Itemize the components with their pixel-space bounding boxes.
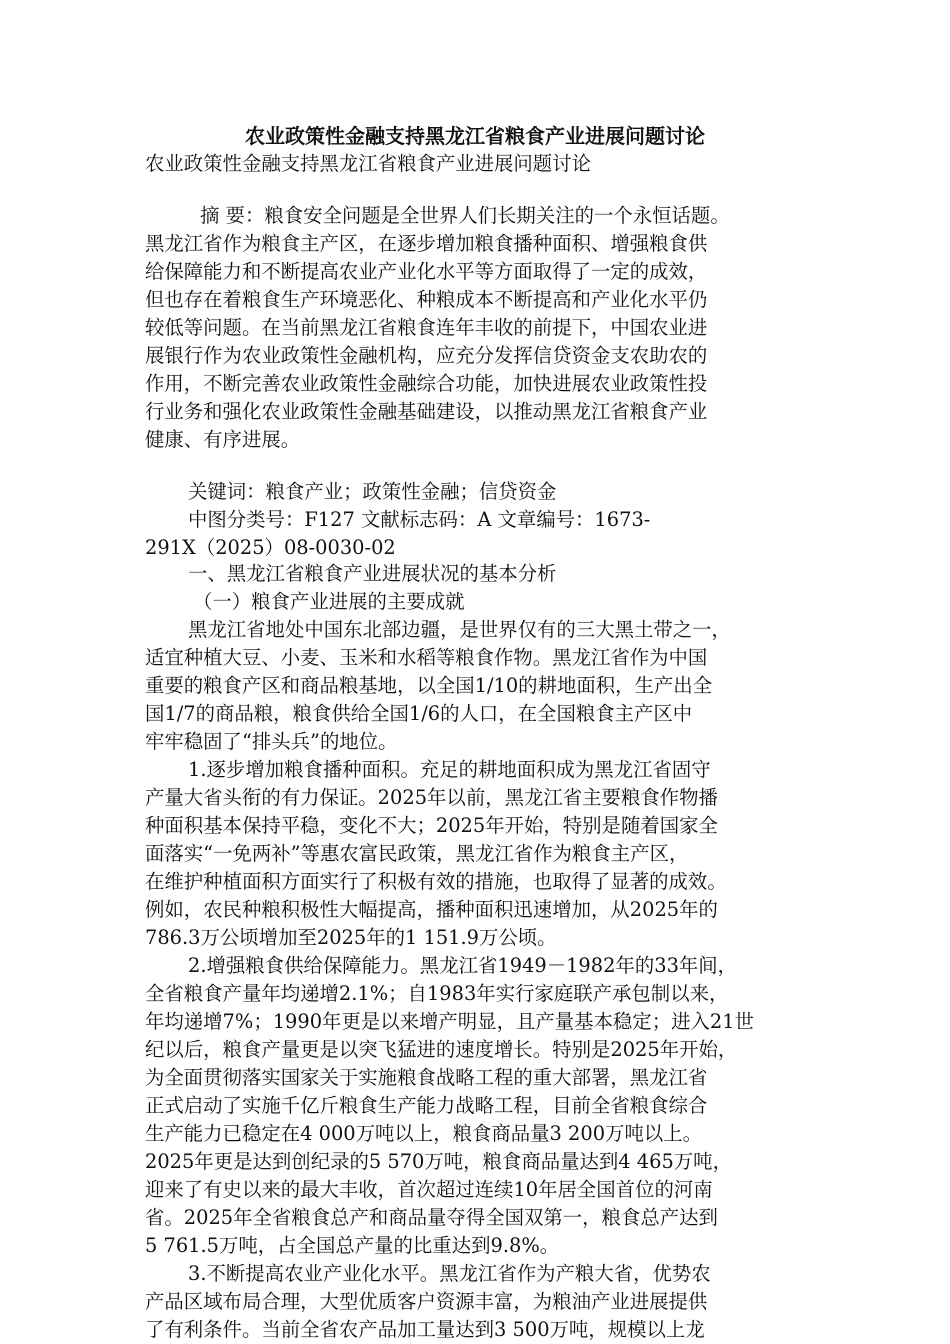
abstract-line: 健康、有序进展。 [145,428,301,451]
paragraph-line: 2025年更是达到创纪录的5 570万吨，粮食商品量达到4 465万吨， [145,1150,732,1173]
paragraph-line: 生产能力已稳定在4 000万吨以上，粮食商品量3 200万吨以上。 [145,1122,703,1145]
paragraph-line: 例如，农民种粮积极性大幅提高，播种面积迅速增加，从2025年的 [145,898,718,921]
abstract-line: 作用，不断完善农业政策性金融综合功能，加快进展农业政策性投 [145,372,708,395]
paragraph-line: 了有利条件。当前全省农产品加工量达到3 500万吨，规模以上龙 [145,1318,705,1341]
document-subtitle: 农业政策性金融支持黑龙江省粮食产业进展问题讨论 [145,152,591,175]
abstract-line: 黑龙江省作为粮食主产区，在逐步增加粮食播种面积、增强粮食供 [145,232,708,255]
paragraph-line: 牢牢稳固了“排头兵”的地位。 [145,730,398,753]
paragraph-line: 适宜种植大豆、小麦、玉米和水稻等粮食作物。黑龙江省作为中国 [145,646,708,669]
paragraph-line: 3.不断提高农业产业化水平。黑龙江省作为产粮大省，优势农 [188,1262,711,1285]
paragraph-line: 786.3万公顷增加至2025年的1 151.9万公顷。 [145,926,557,949]
abstract-line: 但也存在着粮食生产环境恶化、种粮成本不断提高和产业化水平仍 [145,288,708,311]
paragraph-line: 产量大省头衔的有力保证。2025年以前，黑龙江省主要粮食作物播 [145,786,718,809]
paragraph-line: 黑龙江省地处中国东北部边疆，是世界仅有的三大黑土带之一， [188,618,731,641]
paragraph-line: 正式启动了实施千亿斤粮食生产能力战略工程，目前全省粮食综合 [145,1094,708,1117]
paragraph-line: 省。2025年全省粮食总产和商品量夺得全国双第一，粮食总产达到 [145,1206,718,1229]
abstract-line: 给保障能力和不断提高农业产业化水平等方面取得了一定的成效， [145,260,708,283]
keywords: 关键词：粮食产业；政策性金融；信贷资金 [188,480,557,503]
paragraph-line: 2.增强粮食供给保障能力。黑龙江省1949－1982年的33年间， [188,954,738,977]
abstract-line: 较低等问题。在当前黑龙江省粮食连年丰收的前提下，中国农业进 [145,316,708,339]
paragraph-line: 全省粮食产量年均递增2.1%；自1983年实行家庭联产承包制以来， [145,982,729,1005]
abstract-line: 行业务和强化农业政策性金融基础建设，以推动黑龙江省粮食产业 [145,400,708,423]
abstract-line: 展银行作为农业政策性金融机构，应充分发挥信贷资金支农助农的 [145,344,708,367]
document-title: 农业政策性金融支持黑龙江省粮食产业进展问题讨论 [245,124,705,148]
classification-line: 中图分类号：F127 文献标志码：A 文章编号：1673- [188,508,651,531]
paragraph-line: 年均递增7%；1990年更是以来增产明显，且产量基本稳定；进入21世 [145,1010,754,1033]
paragraph-line: 为全面贯彻落实国家关于实施粮食战略工程的重大部署，黑龙江省 [145,1066,708,1089]
subsection-heading: （一）粮食产业进展的主要成就 [193,590,465,613]
paragraph-line: 迎来了有史以来的最大丰收，首次超过连续10年居全国首位的河南 [145,1178,713,1201]
abstract-line: 摘 要：粮食安全问题是全世界人们长期关注的一个永恒话题。 [200,204,730,227]
paragraph-line: 5 761.5万吨，占全国总产量的比重达到9.8%。 [145,1234,560,1257]
paragraph-line: 产品区域布局合理，大型优质客户资源丰富，为粮油产业进展提供 [145,1290,708,1313]
paragraph-line: 在维护种植面积方面实行了积极有效的措施，也取得了显著的成效。 [145,870,727,893]
paragraph-line: 纪以后，粮食产量更是以突飞猛进的速度增长。特别是2025年开始， [145,1038,738,1061]
classification-line: 291X（2025）08-0030-02 [145,536,396,559]
paragraph-line: 种面积基本保持平稳，变化不大；2025年开始，特别是随着国家全 [145,814,718,837]
paragraph-line: 国1/7的商品粮，粮食供给全国1/6的人口，在全国粮食主产区中 [145,702,693,725]
section-heading: 一、黑龙江省粮食产业进展状况的基本分析 [188,562,557,585]
paragraph-line: 面落实“一免两补”等惠农富民政策，黑龙江省作为粮食主产区， [145,842,689,865]
paragraph-line: 重要的粮食产区和商品粮基地，以全国1/10的耕地面积，生产出全 [145,674,713,697]
paragraph-line: 1.逐步增加粮食播种面积。充足的耕地面积成为黑龙江省固守 [188,758,711,781]
